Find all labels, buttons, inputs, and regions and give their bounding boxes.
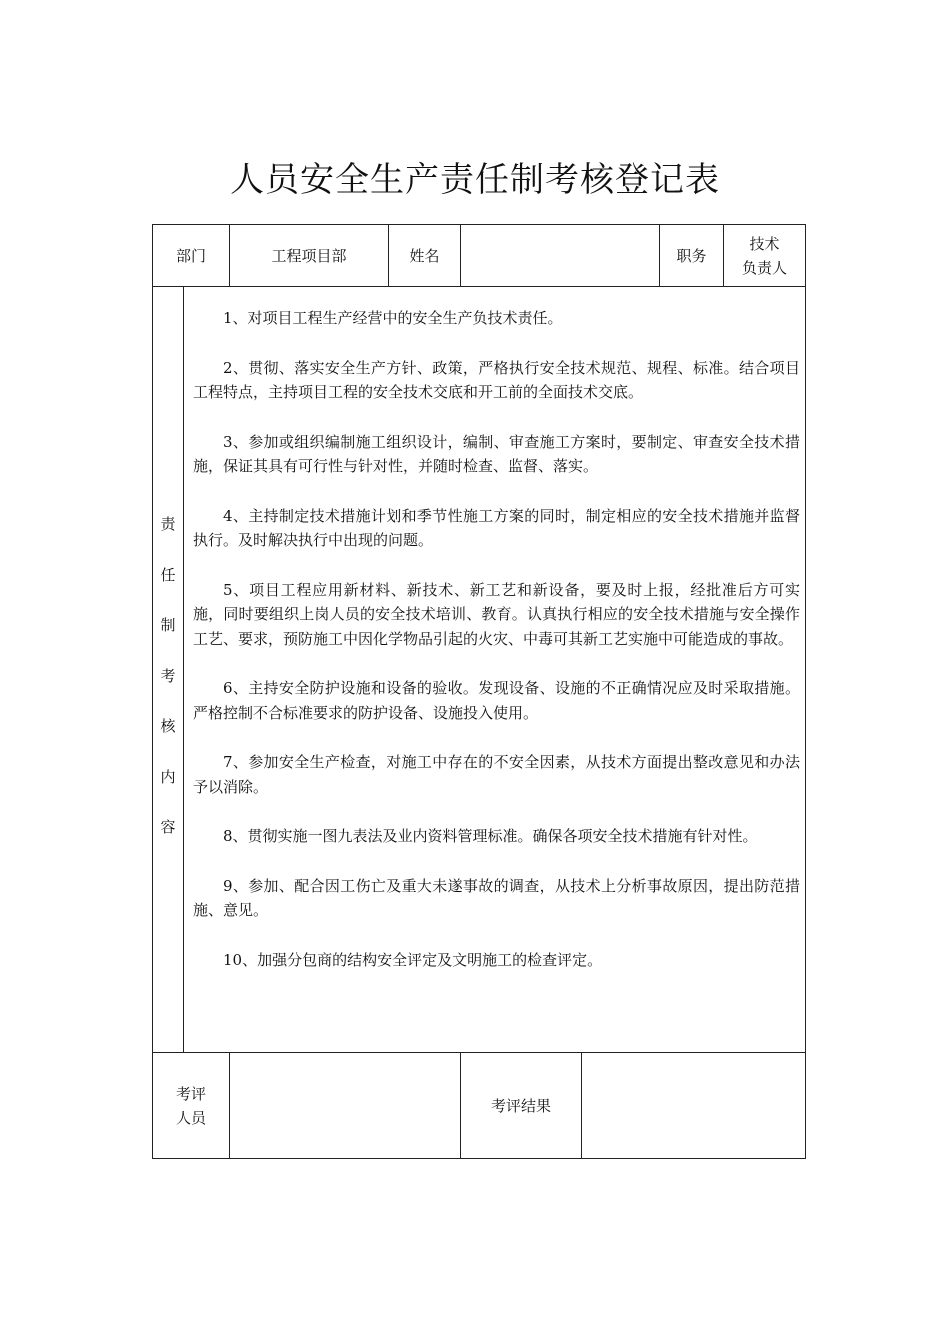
responsibility-list (193, 306, 800, 997)
dept-value: 工程项目部 (271, 246, 347, 265)
table-bottom-border (152, 1158, 806, 1159)
position-value-line1: 技术 (749, 234, 780, 253)
responsibility-item: 4、主持制定技术措施计划和季节性施工方案的同时，制定相应的安全技术措施并监督执行。及时解决执行中出现的问题。 (193, 506, 800, 549)
section-label-char: 责 (160, 515, 176, 533)
section-label-char: 制 (160, 616, 176, 634)
header-row-bottom-border (152, 286, 806, 287)
table-right-border (805, 224, 806, 1159)
section-label-char: 容 (160, 818, 176, 836)
page-title: 人员安全生产责任制考核登记表 (230, 160, 720, 200)
responsibility-item: 10、加强分包商的结构安全评定及文明施工的检查评定。 (223, 950, 603, 969)
name-value (461, 225, 659, 286)
dept-label: 部门 (175, 246, 206, 265)
section-label-char: 任 (160, 565, 176, 584)
reviewer-label (153, 1053, 229, 1158)
responsibility-item: 9、参加、配合因工伤亡及重大未遂事故的调查，从技术上分析事故原因，提出防范措施、意见。 (193, 876, 800, 919)
section-label-char: 考 (160, 666, 176, 685)
position-label: 职务 (676, 246, 707, 265)
section-label-char: 核 (160, 717, 176, 735)
section-label (153, 512, 183, 866)
responsibility-item: 6、主持安全防护设施和设备的验收。发现设备、设施的不正确情况应及时采取措施。严格控制不合标准要求的防护设备、设施投入使用。 (193, 679, 800, 722)
reviewer-label-line2: 人员 (175, 1108, 206, 1127)
reviewer-label-line1: 考评 (175, 1084, 206, 1103)
responsibility-item: 7、参加安全生产检查，对施工中存在的不安全因素，从技术方面提出整改意见和办法予以消除。 (193, 753, 800, 796)
position-value (724, 225, 805, 286)
responsibility-item: 8、贯彻实施一图九表法及业内资料管理标准。确保各项安全技术措施有针对性。 (223, 827, 758, 845)
section-label-char: 内 (160, 767, 176, 786)
name-label: 姓名 (409, 246, 440, 265)
responsibility-item: 3、参加或组织编制施工组织设计，编制、审查施工方案时，要制定、审查安全技术措施，保证其具有可行性与针对性，并随时检查、监督、落实。 (193, 432, 800, 475)
content-label-divider (183, 286, 184, 1052)
result-value (582, 1053, 805, 1158)
result-label: 考评结果 (490, 1096, 551, 1115)
responsibility-item: 2、贯彻、落实安全生产方针、政策，严格执行安全技术规范、规程、标准。结合项目工程特点，主持项目工程的安全技术交底和开工前的全面技术交底。 (193, 358, 800, 401)
responsibility-item: 1、对项目工程生产经营中的安全生产负技术责任。 (223, 309, 563, 327)
responsibility-item: 5、项目工程应用新材料、新技术、新工艺和新设备，要及时上报，经批准后方可实施，同时要组织上岗人员的安全技术培训、教育。认真执行相应的安全技术措施与安全操作工艺、要求，预防施工中因化学物品引起的火灾、中毒可其新工艺实施中可能造成的事故。 (193, 580, 800, 648)
position-value-line2: 负责人 (741, 258, 787, 277)
reviewer-value (230, 1053, 460, 1158)
